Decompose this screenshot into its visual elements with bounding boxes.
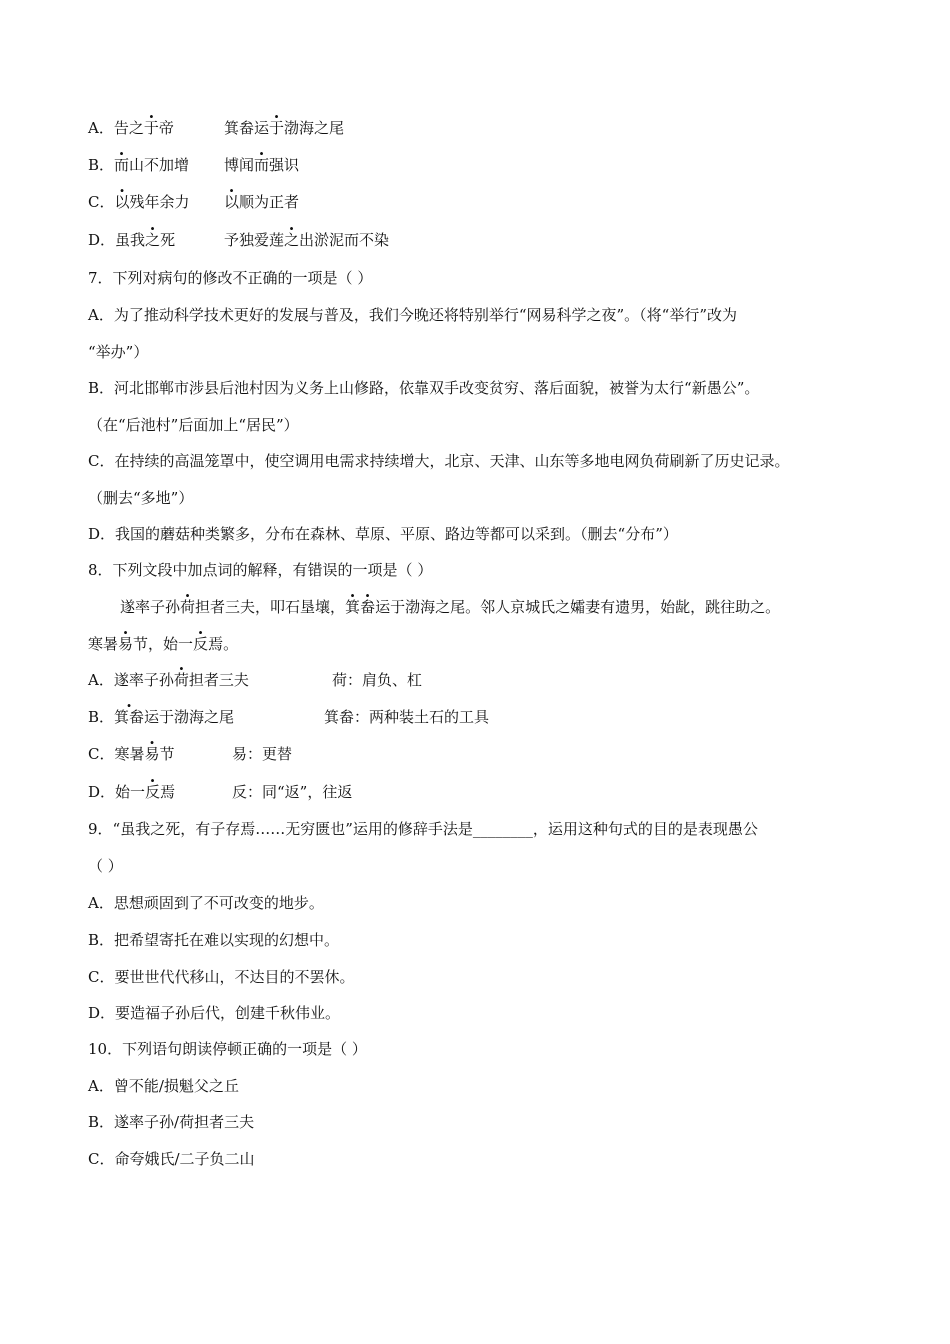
q7-option-a-cont: “举办”） [88,343,149,361]
dotted-char: 之 [284,231,300,249]
q6-option-b: B．而山不加增 博闻而强识 [88,156,300,174]
dotted-char: 于 [269,119,285,137]
dotted-char: 于 [143,119,159,137]
q7-stem: 7．下列对病句的修改不正确的一项是（ ） [88,269,373,287]
dotted-char: 而 [254,156,270,174]
q7-option-b: B．河北邯郸市涉县后池村因为义务上山修路，依靠双手改变贫穷、落后面貌，被誉为太行“新愚公”。 [88,379,760,397]
dotted-char: 荷 [180,598,196,616]
q9-option-c: C．要世世代代移山，不达目的不罢休。 [88,968,355,986]
q9-option-d: D．要造福子孙后代，创建千秋伟业。 [88,1004,341,1022]
q9-option-a: A．思想顽固到了不可改变的地步。 [88,894,324,912]
q10-option-c: C．命夸娥氏/二子负二山 [88,1150,255,1168]
q9-option-b: B．把希望寄托在难以实现的幻想中。 [88,931,340,949]
q8-option-b: B．箕畚运于渤海之尾 箕畚：两种装土石的工具 [88,708,490,726]
dotted-char: 荷 [173,671,189,689]
q6-option-d: D．虽我之死 予独爱莲之出淤泥而不染 [88,231,390,249]
q8-passage-line2: 寒暑易节，始一反焉。 [88,635,239,653]
q8-option-d: D．始一反焉 反：同“返”，往返 [88,783,353,801]
dotted-char: 箕畚 [114,708,145,726]
dotted-char: 易 [144,745,160,763]
q10-option-b: B．遂率子孙/荷担者三夫 [88,1113,255,1131]
q7-option-a: A．为了推动科学技术更好的发展与普及，我们今晚还将特别举行“网易科学之夜”。（将“举行”改为 [88,306,738,324]
dotted-char: 以 [224,193,240,211]
q6-option-a: A．告之于帝 箕畚运于渤海之尾 [88,119,345,137]
q8-option-a: A．遂率子孙荷担者三夫 荷：肩负、杠 [88,671,423,689]
q6-option-c: C．以残年余力 以顺为正者 [88,193,300,211]
q7-option-d: D．我国的蘑菇种类繁多，分布在森林、草原、平原、路边等都可以采到。（删去“分布”） [88,525,678,543]
dotted-char: 以 [114,193,130,211]
q7-option-c-cont: （删去“多地”） [88,489,194,507]
dotted-char: 易 [118,635,134,653]
q7-option-c: C．在持续的高温笼罩中，使空调用电需求持续增大，北京、天津、山东等多地电网负荷刷新了历史记录。 [88,452,790,470]
q10-stem: 10．下列语句朗读停顿正确的一项是（ ） [88,1040,367,1058]
q8-option-c: C．寒暑易节 易：更替 [88,745,293,763]
dotted-char: 反 [193,635,209,653]
dotted-char: 反 [145,783,161,801]
dotted-char: 箕 [345,598,361,616]
q8-passage-line1: 遂率子孙荷担者三夫，叩石垦壤，箕畚运于渤海之尾。邻人京城氏之孀妻有遗男，始龀，跳往助之。 [120,598,781,616]
dotted-char: 畚 [360,598,376,616]
dotted-char: 之 [145,231,161,249]
q9-stem: 9．“虽我之死，有子存焉……无穷匮也”运用的修辞手法是________，运用这种句式的目的是表现愚公 [88,820,758,838]
q9-paren: （ ） [88,857,123,875]
dotted-char: 而 [114,156,130,174]
q10-option-a: A．曾不能/损魁父之丘 [88,1077,239,1095]
q7-option-b-cont: （在“后池村”后面加上“居民”） [88,416,299,434]
q8-stem: 8．下列文段中加点词的解释，有错误的一项是（ ） [88,561,433,579]
